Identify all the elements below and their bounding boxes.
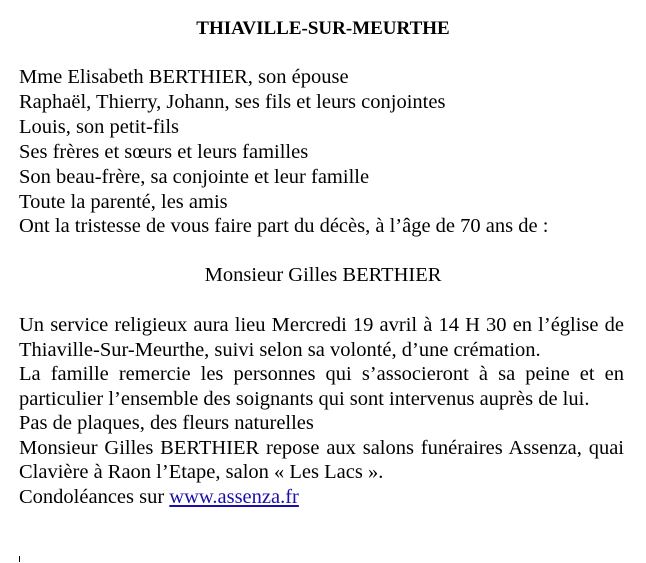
family-line-sons: Raphaël, Thierry, Johann, ses fils et leurs conjointes (19, 90, 446, 113)
document-title: THIAVILLE-SUR-MEURTHE (196, 18, 450, 39)
family-line-spouse: Mme Elisabeth BERTHIER, son épouse (19, 66, 349, 88)
family-line-relatives: Toute la parenté, les amis (19, 190, 228, 213)
family-line-grandson: Louis, son petit-fils (19, 115, 180, 138)
funeral-home-paragraph: Monsieur Gilles BERTHIER repose aux salons funéraires Assenza, quai Clavière à Raon l’Etape, salon « Les Lacs ». (19, 436, 624, 483)
text-cursor (19, 556, 20, 562)
thanks-paragraph: La famille remercie les personnes qui s’associeront à sa peine et en particulier l’ensemble des soignants qui sont intervenus auprès de lui. (19, 363, 624, 410)
details-section (19, 313, 624, 509)
deceased-name: Monsieur Gilles BERTHIER (204, 264, 442, 286)
condolences-line (19, 485, 624, 510)
family-line-brother-in-law: Son beau-frère, sa conjointe et leur famille (19, 165, 370, 188)
condolences-link[interactable]: www.assenza.fr (169, 485, 299, 508)
service-paragraph: Un service religieux aura lieu Mercredi 19 avril à 14 H 30 en l’église de Thiaville-Sur-Meurthe, suivi selon sa volonté, d’une crémation. (19, 314, 624, 361)
family-list (19, 65, 624, 239)
family-line-siblings: Ses frères et sœurs et leurs familles (19, 140, 309, 163)
flowers-line: Pas de plaques, des fleurs naturelles (19, 412, 314, 434)
announcement-line: Ont la tristesse de vous faire part du décès, à l’âge de 70 ans de : (19, 215, 549, 238)
condolences-label: Condoléances sur (19, 485, 170, 508)
